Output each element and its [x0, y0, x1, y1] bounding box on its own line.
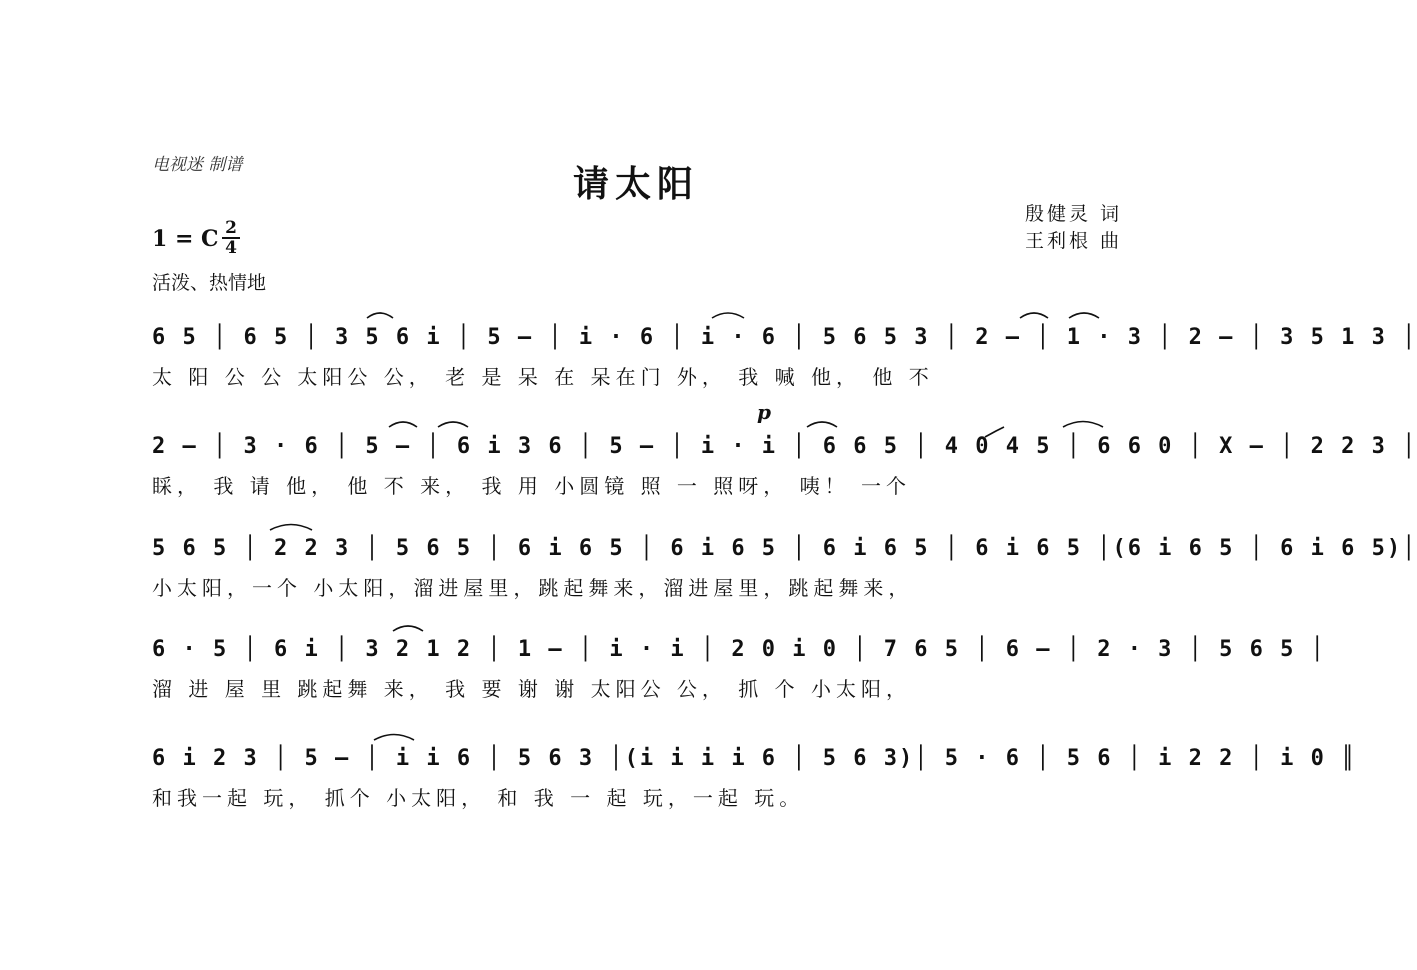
notation-line-4: 6 · 5 │ 6 i │ 3 2 1 2 │ 1 – │ i · i │ 2 0 i 0 │ 7 6 5 │ 6 – │ 2 · 3 │ 5 6 5 │ — [152, 637, 1326, 662]
slur — [712, 313, 744, 318]
slur — [438, 422, 468, 427]
lyrics-line-5: 和我一起 玩， 抓个 小太阳， 和 我 一 起 玩，一起 玩。 — [152, 786, 805, 810]
slur — [1020, 313, 1048, 318]
time-signature-bottom: 4 — [225, 238, 237, 258]
notation-line-5: 6 i 2 3 │ 5 – │ i i 6 │ 5 6 3 │(i i i i 6 │ 5 6 3)│ 5 · 6 │ 5 6 │ i 2 2 │ i 0 ║ — [152, 746, 1357, 771]
slur — [807, 422, 837, 427]
composer-credit: 王利根 曲 — [1024, 230, 1122, 252]
tempo-marking: 活泼、热情地 — [152, 272, 267, 294]
slur — [374, 735, 414, 741]
song-title: 请太阳 — [572, 163, 699, 205]
glissando-mark — [985, 427, 1004, 437]
notation-line-1: 6 5 │ 6 5 │ 3 5 6 i │ 5 – │ i · 6 │ i · 6 │ 5 6 5 3 │ 2 – │ 1 · 3 │ 2 – │ 3 5 1 3 │ — [152, 325, 1417, 350]
key-signature: 1 = C — [152, 226, 219, 252]
slur — [367, 313, 393, 318]
slur-marks — [270, 313, 1103, 740]
lyrics-line-4: 溜 进 屋 里 跳起舞 来， 我 要 谢 谢 太阳公 公， 抓 个 小太阳， — [152, 677, 912, 701]
slur — [270, 525, 312, 531]
slur — [389, 422, 417, 427]
notation-line-2: 2 – │ 3 · 6 │ 5 – │ 6 i 3 6 │ 5 – │ i · i │ 6 6 5 │ 4 0 4 5 │ 6 6 0 │ X – │ 2 2 3 │ — [152, 434, 1417, 459]
score-maker-credit: 电视迷 制谱 — [152, 155, 243, 175]
time-signature-top: 2 — [225, 218, 237, 238]
lyrics-line-1: 太 阳 公 公 太阳公 公， 老 是 呆 在 呆在门 外， 我 喊 他， 他 不 — [152, 365, 934, 389]
lyrics-line-2: 睬， 我 请 他， 他 不 来， 我 用 小圆镜 照 一 照呀， 咦！ 一个 — [152, 474, 912, 498]
slur — [1069, 313, 1099, 318]
lyrics-line-3: 小太阳，一个 小太阳，溜进屋里，跳起舞来，溜进屋里，跳起舞来， — [152, 576, 914, 600]
dynamic-marking-piano: p — [757, 400, 771, 424]
slur — [393, 626, 423, 631]
slur — [1063, 422, 1103, 428]
lyricist-credit: 殷健灵 词 — [1024, 203, 1122, 225]
notation-line-3: 5 6 5 │ 2 2 3 │ 5 6 5 │ 6 i 6 5 │ 6 i 6 5 │ 6 i 6 5 │ 6 i 6 5 │(6 i 6 5 │ 6 i 6 5)│ — [152, 536, 1417, 561]
